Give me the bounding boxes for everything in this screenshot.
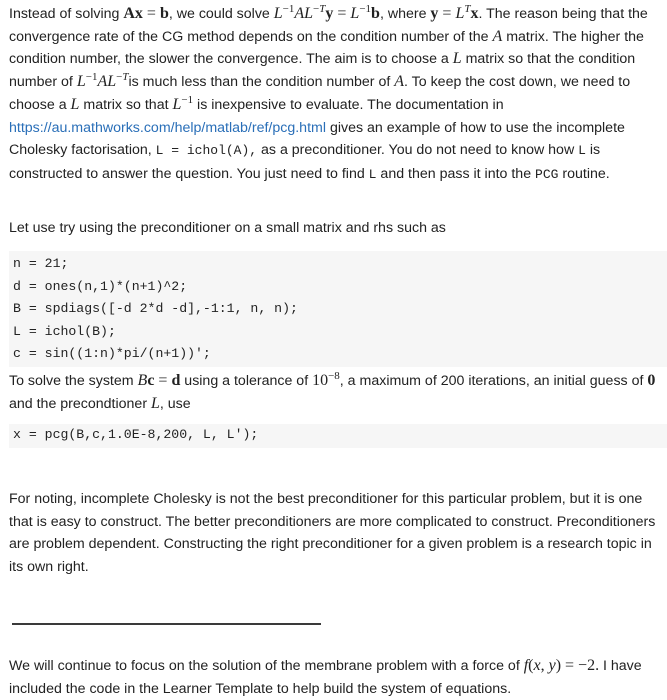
code-line: c = sin((1:n)*pi/(n+1))'; [13,346,211,362]
solve-instructions-paragraph: To solve the system Bc = d using a tolerance of $10^{-8}$, a maximum of 200 iterations, an initial guess of 0 and the precondtioner L, use [9,370,656,412]
example-intro-text: Let use try using the preconditioner on a small matrix and rhs such as [9,220,446,236]
preconditioner-note-paragraph: For noting, incomplete Cholesky is not the best preconditioner for this particular problem, but it is one that is easy to construct. The better preconditioners are more complicated to construct. Preconditioners are problem dependent. Constructing the right preconditioner for a given problem is a research topic in its own right. [9,491,656,576]
membrane-problem-paragraph: We will continue to focus on the solution of the membrane problem with a force of f(x, y) = −2. I have included the code in the Learner Template to help build the system of equations. [9,657,642,697]
pcg-documentation-link[interactable]: https://au.mathworks.com/help/matlab/ref/pcg.html [9,119,326,136]
code-line: x = pcg(B,c,1.0E-8,200, L, L'); [13,427,259,442]
code-line: B = spdiags([-d 2*d -d],-1:1, n, n); [13,301,298,317]
intro-paragraph: Instead of solving Ax = b, we could solve $L^{-1}AL^{-T}y = L^{-1}b$, where $y = L^Tx$. The reason being that the convergence rate of the CG method depends on the condition number of the A matrix. The higher the condition number, the slower the convergence. The aim is to choose a L matrix so that the condition number of $L^{-1}AL^{-T}is$ much less than the condition number of A. To keep the cost down, we need to choose a L matrix so that $L^{-1}$ is inexpensive to evaluate. The documentation in https://au.mathworks.com/help/matlab/ref/pcg.html gives an example of how to use the incomplete Cholesky factorisation, L = ichol(A), as a preconditioner. You do not need to know how L is constructed to answer the question. You just need to find L and then pass it into the PCG routine. [9,3,648,182]
code-line: L = ichol(B); [13,323,116,339]
code-block-setup [9,251,667,367]
section-divider [12,623,321,625]
code-block-pcg-call [9,424,667,448]
code-line: n = 21; [13,256,69,271]
code-line: d = ones(n,1)*(n+1)^2; [13,278,188,294]
